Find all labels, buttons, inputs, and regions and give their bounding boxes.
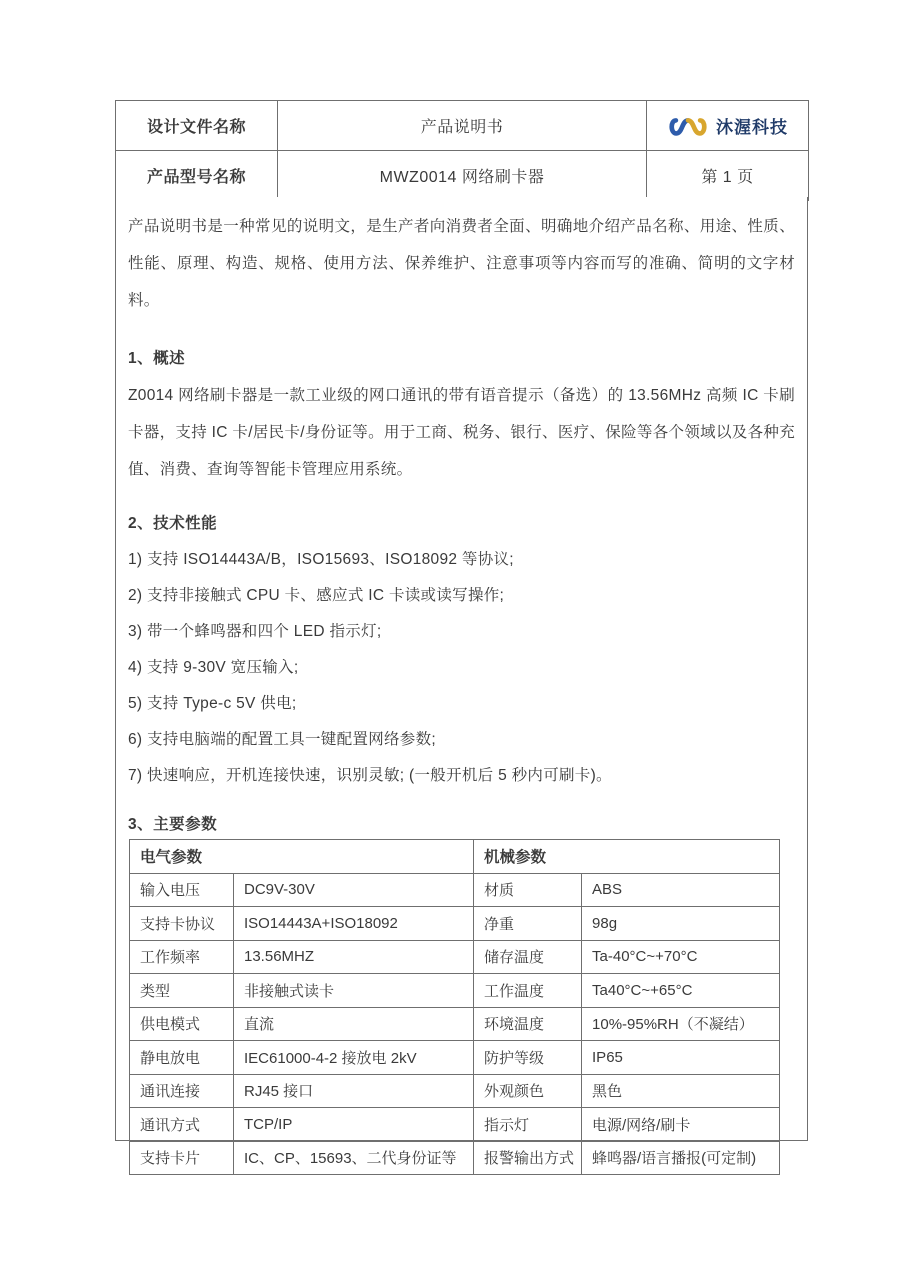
table-row bbox=[130, 1141, 780, 1175]
logo-cell bbox=[647, 101, 809, 151]
param-value: IC、CP、15693、二代身份证等 bbox=[234, 1141, 474, 1175]
list-item: 5) 支持 Type-c 5V 供电; bbox=[128, 695, 297, 712]
param-key: 静电放电 bbox=[130, 1041, 234, 1075]
param-key: 外观颜色 bbox=[474, 1074, 582, 1108]
param-value: RJ45 接口 bbox=[234, 1074, 474, 1108]
parameters-table bbox=[129, 839, 780, 1175]
section-heading-performance: 2、技术性能 bbox=[128, 515, 218, 532]
mechanical-params-header: 机械参数 bbox=[474, 840, 780, 874]
content-box bbox=[115, 197, 808, 1168]
intro-paragraph: 产品说明书是一种常见的说明文，是生产者向消费者全面、明确地介绍产品名称、用途、性质、性能、原理、构造、规格、使用方法、保养维护、注意事项等内容而写的准确、简明的文字材料。 bbox=[128, 218, 795, 309]
param-value: 13.56MHZ bbox=[234, 940, 474, 974]
param-key: 工作频率 bbox=[130, 940, 234, 974]
header-table bbox=[115, 100, 809, 201]
list-item: 4) 支持 9-30V 宽压输入; bbox=[128, 659, 299, 676]
table-row bbox=[130, 974, 780, 1008]
table-row bbox=[130, 907, 780, 941]
param-key: 类型 bbox=[130, 974, 234, 1008]
company-logo bbox=[648, 112, 807, 140]
param-value: Ta40°C~+65°C bbox=[582, 974, 780, 1008]
param-key: 环境温度 bbox=[474, 1007, 582, 1041]
param-key: 支持卡协议 bbox=[130, 907, 234, 941]
list-item: 7) 快速响应，开机连接快速，识别灵敏; (一般开机后 5 秒内可刷卡)。 bbox=[128, 767, 612, 784]
electrical-params-header: 电气参数 bbox=[130, 840, 474, 874]
param-key: 通讯连接 bbox=[130, 1074, 234, 1108]
param-value: 非接触式读卡 bbox=[234, 974, 474, 1008]
param-value: IEC61000-4-2 接放电 2kV bbox=[234, 1041, 474, 1075]
param-key: 材质 bbox=[474, 873, 582, 907]
param-key: 供电模式 bbox=[130, 1007, 234, 1041]
param-key: 输入电压 bbox=[130, 873, 234, 907]
header-row-1 bbox=[116, 101, 809, 151]
section-heading-parameters: 3、主要参数 bbox=[128, 816, 218, 833]
param-key: 支持卡片 bbox=[130, 1141, 234, 1175]
design-doc-name-label: 设计文件名称 bbox=[116, 101, 278, 151]
param-value: 电源/网络/刷卡 bbox=[582, 1108, 780, 1142]
param-value: 蜂鸣器/语言播报(可定制) bbox=[582, 1141, 780, 1175]
param-value: ISO14443A+ISO18092 bbox=[234, 907, 474, 941]
table-row bbox=[130, 1074, 780, 1108]
section-heading-overview: 1、概述 bbox=[128, 350, 186, 367]
param-key: 通讯方式 bbox=[130, 1108, 234, 1142]
company-name: 沐渥科技 bbox=[716, 118, 788, 137]
param-key: 储存温度 bbox=[474, 940, 582, 974]
param-value: 黑色 bbox=[582, 1074, 780, 1108]
param-value: 直流 bbox=[234, 1007, 474, 1041]
param-value: 98g bbox=[582, 907, 780, 941]
table-row bbox=[130, 1108, 780, 1142]
header-row-2 bbox=[116, 151, 809, 201]
table-row bbox=[130, 940, 780, 974]
list-item: 3) 带一个蜂鸣器和四个 LED 指示灯; bbox=[128, 623, 382, 640]
param-value: DC9V-30V bbox=[234, 873, 474, 907]
param-value: IP65 bbox=[582, 1041, 780, 1075]
list-item: 6) 支持电脑端的配置工具一键配置网络参数; bbox=[128, 731, 436, 748]
param-key: 报警输出方式 bbox=[474, 1141, 582, 1175]
param-value: 10%-95%RH（不凝结） bbox=[582, 1007, 780, 1041]
product-model-label: 产品型号名称 bbox=[116, 151, 278, 201]
overview-paragraph: Z0014 网络刷卡器是一款工业级的网口通讯的带有语音提示（备选）的 13.56MHz 高频 IC 卡刷卡器，支持 IC 卡/居民卡/身份证等。用于工商、税务、银行、医疗、保险等各个领域以及各种充值、消费、查询等智能卡管理应用系统。 bbox=[128, 387, 795, 478]
param-value: TCP/IP bbox=[234, 1108, 474, 1142]
product-model-value: MWZ0014 网络刷卡器 bbox=[278, 151, 647, 201]
list-item: 1) 支持 ISO14443A/B，ISO15693、ISO18092 等协议; bbox=[128, 551, 514, 568]
page-number: 第 1 页 bbox=[647, 151, 809, 201]
table-row bbox=[130, 1041, 780, 1075]
mw-wave-logo-icon bbox=[667, 112, 709, 140]
document-title: 产品说明书 bbox=[278, 101, 647, 151]
performance-list bbox=[128, 542, 795, 794]
param-value: ABS bbox=[582, 873, 780, 907]
param-key: 防护等级 bbox=[474, 1041, 582, 1075]
table-row bbox=[130, 873, 780, 907]
param-key: 工作温度 bbox=[474, 974, 582, 1008]
list-item: 2) 支持非接触式 CPU 卡、感应式 IC 卡读或读写操作; bbox=[128, 587, 505, 604]
table-row bbox=[130, 1007, 780, 1041]
table-header-row bbox=[130, 840, 780, 874]
param-key: 指示灯 bbox=[474, 1108, 582, 1142]
param-key: 净重 bbox=[474, 907, 582, 941]
param-value: Ta-40°C~+70°C bbox=[582, 940, 780, 974]
